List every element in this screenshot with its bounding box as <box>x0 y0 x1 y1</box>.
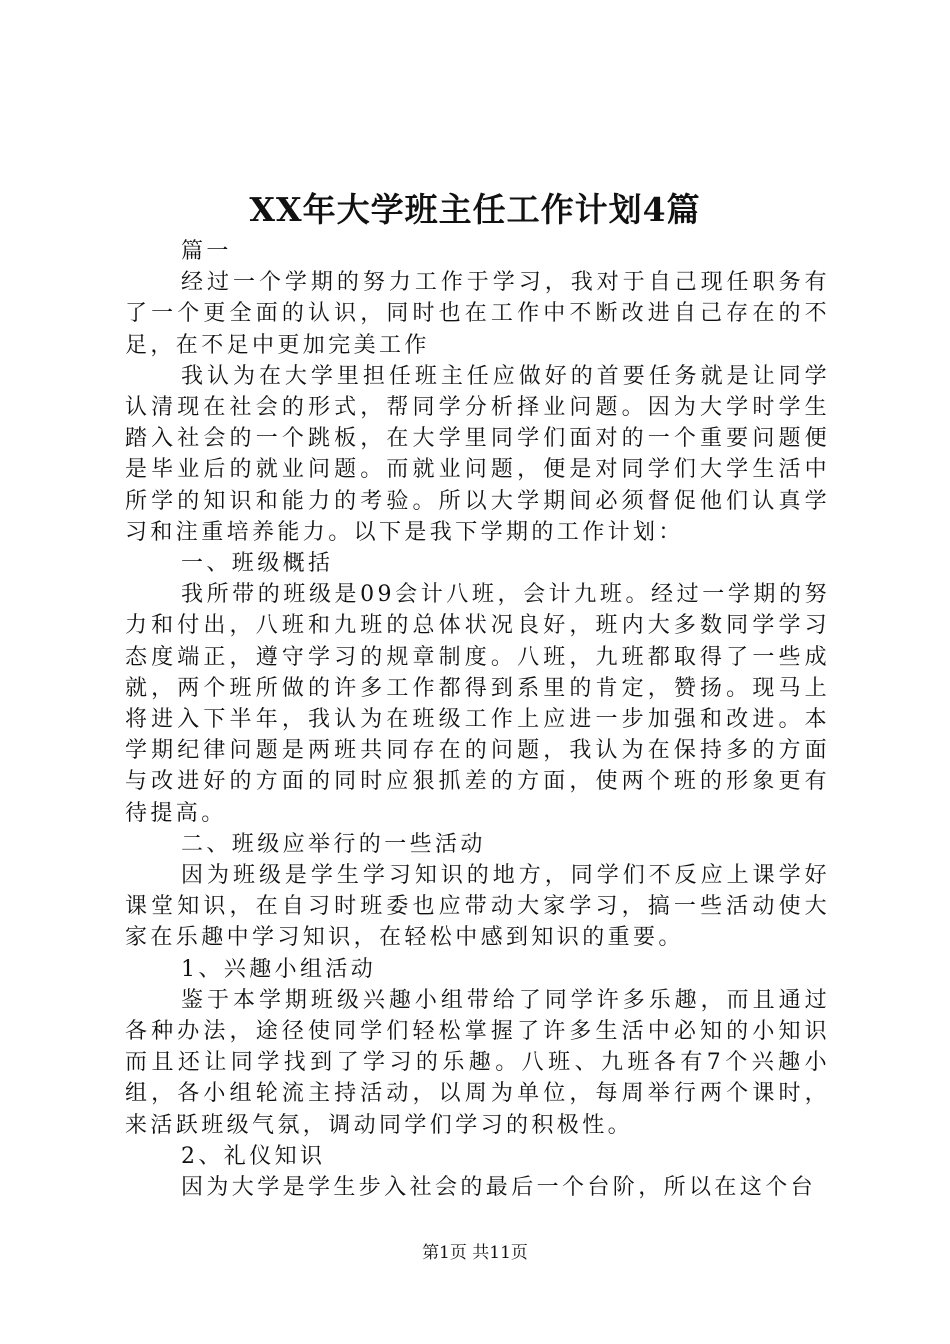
document-title: XX年大学班主任工作计划4篇 <box>249 190 701 229</box>
section-heading: 篇一 <box>181 239 232 264</box>
section-heading: 二、班级应举行的一些活动 <box>181 831 486 857</box>
document-body <box>125 236 830 1203</box>
paragraph: 经过一个学期的努力工作于学习，我对于自己现任职务有了一个更全面的认识，同时也在工作中不断改进自己存在的不足，在不足中更加完美工作 <box>125 270 830 358</box>
subsection-heading: 1、兴趣小组活动 <box>181 956 377 982</box>
section-heading: 一、班级概括 <box>181 551 334 577</box>
page-footer: 第1页 共11页 <box>422 1243 528 1263</box>
paragraph: 我所带的班级是09会计八班，会计九班。经过一学期的努力和付出，八班和九班的总体状况良好，班内大多数同学学习态度端正，遵守学习的规章制度。八班，九班都取得了一些成就，两个班所做的许多工作都得到系里的肯定，赞扬。现马上将进入下半年，我认为在班级工作上应进一步加强和改进。本学期纪律问题是两班共同存在的问题，我认为在保持多的方面与改进好的方面的同时应狠抓差的方面，使两个班的形象更有待提高。 <box>125 582 830 826</box>
subsection-heading: 2、礼仪知识 <box>181 1143 326 1169</box>
paragraph: 因为班级是学生学习知识的地方，同学们不反应上课学好课堂知识，在自习时班委也应带动大家学习，搞一些活动使大家在乐趣中学习知识，在轻松中感到知识的重要。 <box>125 863 830 951</box>
paragraph: 鉴于本学期班级兴趣小组带给了同学许多乐趣，而且通过各种办法，途径使同学们轻松掌握了许多生活中必知的小知识而且还让同学找到了学习的乐趣。八班、九班各有7个兴趣小组，各小组轮流主持活动，以周为单位，每周举行两个课时，来活跃班级气氛，调动同学们学习的积极性。 <box>125 987 830 1138</box>
paragraph: 因为大学是学生步入社会的最后一个台阶，所以在这个台 <box>181 1175 817 1201</box>
paragraph: 我认为在大学里担任班主任应做好的首要任务就是让同学认清现在社会的形式，帮同学分析择业问题。因为大学时学生踏入社会的一个跳板，在大学里同学们面对的一个重要问题便是毕业后的就业问题。而就业问题，便是对同学们大学生活中所学的知识和能力的考验。所以大学期间必须督促他们认真学习和注重培养能力。以下是我下学期的工作计划： <box>125 363 830 545</box>
